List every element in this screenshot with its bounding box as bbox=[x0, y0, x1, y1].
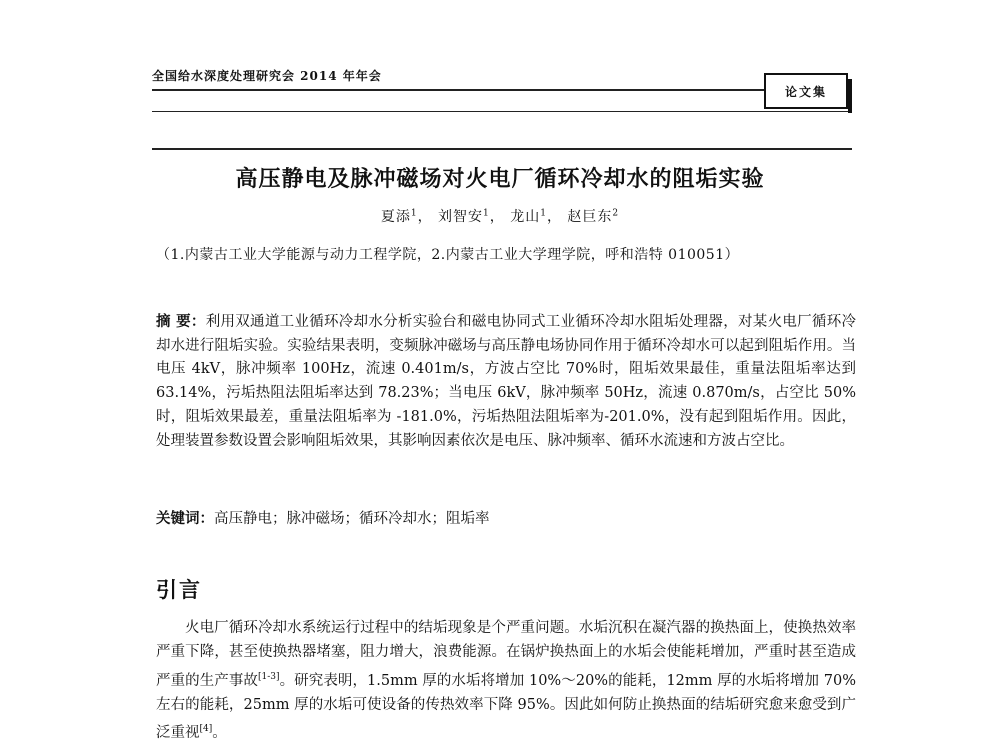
header-rule-bottom bbox=[152, 148, 852, 150]
citation-ref: [4] bbox=[199, 724, 213, 735]
author-name: 刘智安 bbox=[438, 209, 484, 225]
intro-text-1: 火电厂循环冷却水系统运行过程中的结垢现象是个严重问题。水垢沉积在凝汽器的换热面上，使换热效率严重下降，甚至使换热器堵塞，阻力增大，浪费能源。在锅炉换热面上的水垢会使能耗增加，严重时甚至造成严重的生产事故 bbox=[156, 620, 856, 689]
header-rule-top bbox=[152, 89, 764, 91]
citation-ref: [1-3] bbox=[258, 671, 280, 682]
keywords-text: 高压静电；脉冲磁场；循环冷却水；阻垢率 bbox=[214, 511, 490, 527]
proceedings-badge bbox=[764, 73, 848, 109]
conference-header: 全国给水深度处理研究会 2014 年年会 bbox=[152, 69, 382, 83]
author-affil-mark: 2 bbox=[612, 208, 620, 219]
section-heading-introduction: 引言 bbox=[156, 578, 202, 602]
abstract bbox=[156, 311, 856, 453]
author-separator: ， bbox=[546, 209, 562, 225]
author-affil-mark: 1 bbox=[483, 208, 490, 219]
author-list bbox=[0, 206, 1000, 226]
introduction-paragraph bbox=[156, 616, 856, 745]
keywords-label: 关键词： bbox=[156, 511, 214, 527]
paper-title: 高压静电及脉冲磁场对火电厂循环冷却水的阻垢实验 bbox=[235, 167, 765, 192]
keywords bbox=[156, 508, 856, 531]
author-name: 赵巨东 bbox=[567, 209, 613, 225]
author-affil-mark: 1 bbox=[540, 208, 547, 219]
author-affil-mark: 1 bbox=[410, 208, 418, 219]
intro-text-3: 。 bbox=[212, 724, 227, 741]
author-name: 夏添 bbox=[380, 209, 411, 225]
header-rule-middle bbox=[152, 111, 852, 112]
author-separator: ， bbox=[417, 209, 433, 225]
abstract-text: 利用双通道工业循环冷却水分析实验台和磁电协同式工业循环冷却水阻垢处理器，对某火电厂循环冷却水进行阻垢实验。实验结果表明，变频脉冲磁场与高压静电场协同作用于循环冷却水可以起到阻垢作用。当电压 4kV，脉冲频率 100Hz，流速 0.401m/s，方波占空比 70%时，阻垢效果最佳，重量法阻垢率达到 63.14%，污垢热阻法阻垢率达到 78.23%；当电压 6kV，脉冲频率 50Hz，流速 0.870m/s，占空比 50%时，阻垢效果最差，重量法阻垢率为 -181.0%，污垢热阻法阻垢率为-201.0%，没有起到阻垢作用。因此，处理装置参数设置会影响阻垢效果，其影响因素依次是电压、脉冲频率、循环水流速和方波占空比。 bbox=[156, 314, 856, 449]
author-separator: ， bbox=[489, 209, 505, 225]
intro-text-2: 。研究表明，1.5mm 厚的水垢将增加 10%～20%的能耗，12mm 厚的水垢将增加 70%左右的能耗，25mm 厚的水垢可使设备的传热效率下降 95%。因此如何防止换热面的结垢研究愈来愈受到广泛重视 bbox=[156, 672, 856, 741]
affiliations: （1.内蒙古工业大学能源与动力工程学院，2.内蒙古工业大学理学院，呼和浩特 010051） bbox=[156, 247, 740, 263]
badge-label: 论文集 bbox=[784, 84, 827, 99]
abstract-label: 摘 要： bbox=[156, 314, 206, 330]
author-name: 龙山 bbox=[510, 209, 541, 225]
